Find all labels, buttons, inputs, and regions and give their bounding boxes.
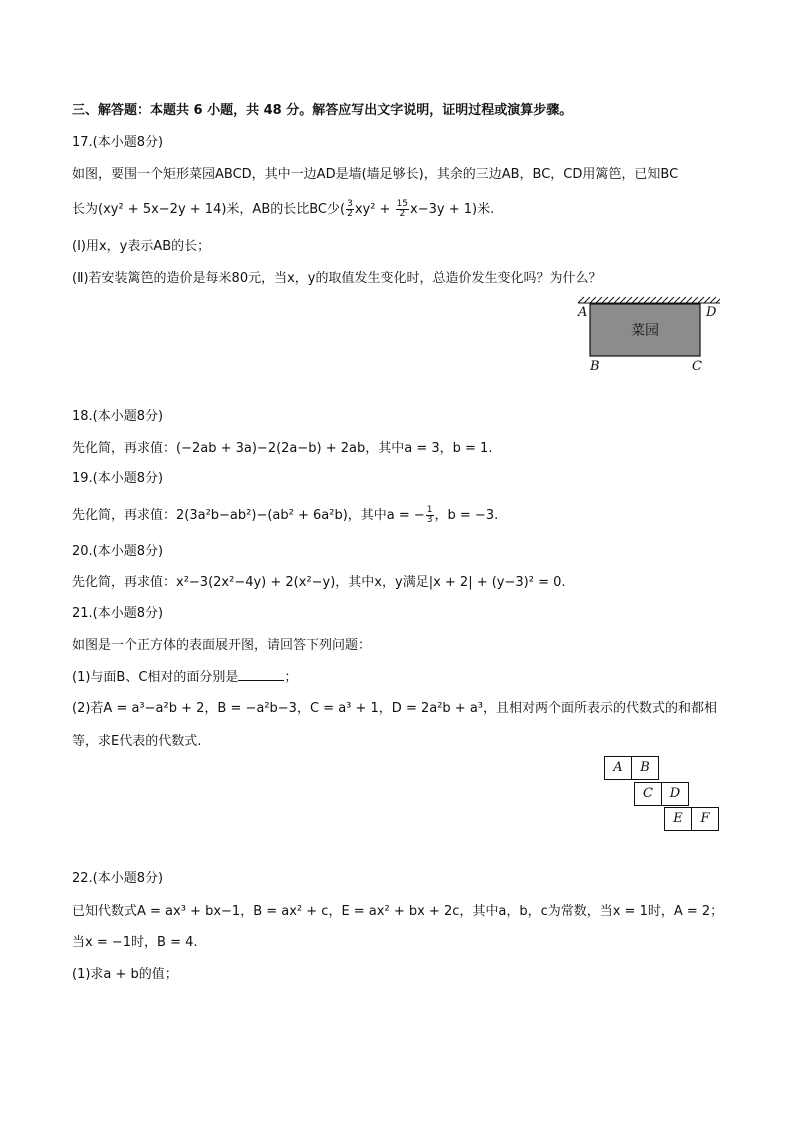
net-face-F: F (691, 807, 719, 831)
q21-sub-1 (72, 668, 297, 687)
q21-paragraph: 如图是一个正方体的表面展开图，请回答下列问题： (72, 638, 372, 653)
q21-sub-1-a: (1)与面B、C相对的面分别是 (72, 670, 239, 685)
net-face-D: D (661, 782, 689, 806)
q19-header: 19.(本小题8分) (72, 471, 164, 486)
wall-hatch (578, 297, 720, 303)
q17-p2-part-c: x−3y + 1)米. (410, 202, 495, 217)
garden-label: 菜园 (631, 323, 659, 339)
q20-text: 先化简，再求值：x²−3(2x²−4y) + 2(x²−y)，其中x，y满足|x + 2| + (y−3)² = 0. (72, 575, 566, 590)
q19-text-b: ，b = −3. (434, 508, 499, 523)
q19-text-a: 先化简，再求值：2(3a²b−ab²)−(ab² + 6a²b)，其中a = − (72, 508, 425, 523)
net-face-C: C (634, 782, 662, 806)
label-D: D (706, 305, 717, 320)
q17-p2-part-a: 长为(xy² + 5x−2y + 14)米，AB的长比BC少( (72, 202, 346, 217)
cube-net (604, 756, 722, 834)
q22-line-1: 已知代数式A = ax³ + bx−1，B = ax² + c，E = ax² + bx + 2c，其中a，b，c为常数，当x = 1时，A = 2； (72, 904, 724, 919)
garden-figure-svg (574, 296, 724, 376)
q21-sub-2-line-2: 等，求E代表的代数式. (72, 734, 202, 749)
q21-header: 21.(本小题8分) (72, 606, 164, 621)
label-C: C (692, 359, 702, 374)
q17-p2-part-b: xy² + (354, 202, 395, 217)
q19-text (72, 506, 498, 525)
net-face-E: E (664, 807, 692, 831)
net-face-A: A (604, 756, 632, 780)
q18-header: 18.(本小题8分) (72, 409, 164, 424)
q17-sub-1: (Ⅰ)用x，y表示AB的长； (72, 239, 211, 254)
net-face-B: B (631, 756, 659, 780)
q22-header: 22.(本小题8分) (72, 871, 164, 886)
q17-paragraph-2 (72, 200, 494, 219)
q19-fraction: $\frac{1}{3}$ (426, 505, 433, 525)
label-A: A (578, 305, 588, 320)
q17-fraction-1: $\frac{3}{2}$ (347, 199, 353, 219)
q17-sub-2: (Ⅱ)若安装篱笆的造价是每米80元，当x，y的取值发生变化时，总造价发生变化吗？为什么？ (72, 271, 602, 286)
q20-header: 20.(本小题8分) (72, 544, 164, 559)
q22-line-2: 当x = −1时，B = 4. (72, 935, 198, 950)
answer-blank[interactable] (238, 668, 284, 681)
q21-sub-1-b: ； (284, 670, 298, 685)
label-B: B (590, 359, 600, 374)
garden-figure (574, 296, 724, 376)
q17-paragraph-1: 如图，要围一个矩形菜园ABCD，其中一边AD是墙(墙足够长)，其余的三边AB，BC，CD用篱笆，已知BC (72, 167, 679, 182)
q21-sub-2-line-1: (2)若A = a³−a²b + 2，B = −a²b−3，C = a³ + 1，D = 2a²b + a³，且相对两个面所表示的代数式的和都相 (72, 701, 717, 716)
section-title: 三、解答题：本题共 6 小题，共 48 分。解答应写出文字说明，证明过程或演算步骤。 (72, 103, 573, 118)
q17-header: 17.(本小题8分) (72, 135, 164, 150)
q22-sub-1: (1)求a + b的值； (72, 967, 178, 982)
q17-fraction-2: $\frac{15}{2}$ (396, 199, 409, 219)
q18-text: 先化简，再求值：(−2ab + 3a)−2(2a−b) + 2ab，其中a = 3，b = 1. (72, 441, 493, 456)
